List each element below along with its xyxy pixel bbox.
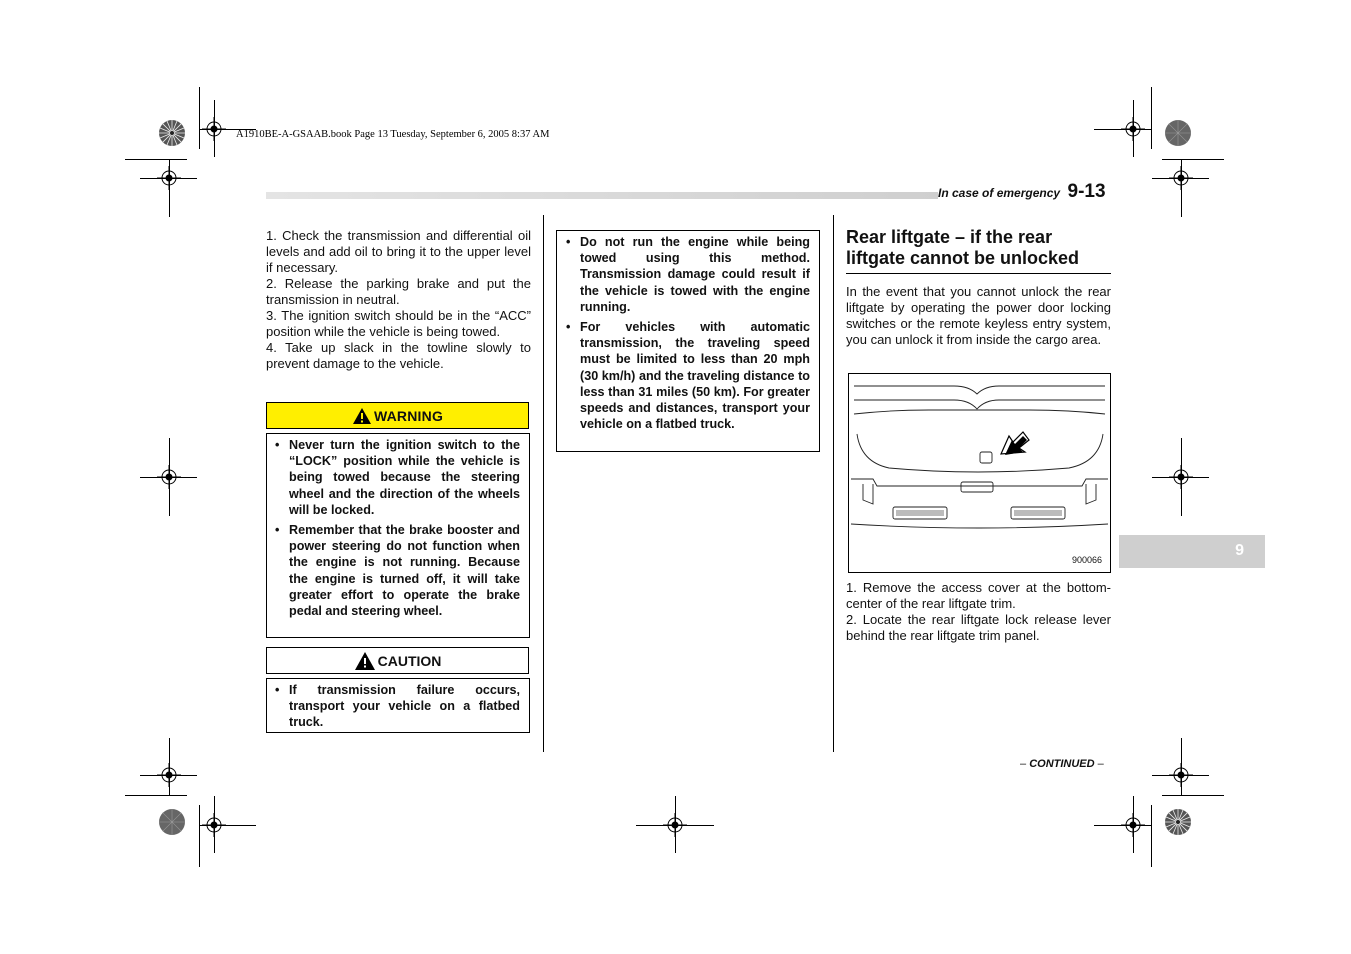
caution-label-text: CAUTION [377, 652, 442, 669]
registration-mark-icon [157, 763, 181, 787]
step: 2. Release the parking brake and put the transmission in neutral. [266, 276, 531, 307]
intro-paragraph: In the event that you cannot unlock the rear liftgate by operating the power door locking switches or the remote keyless entry system, you can unlock it from inside the cargo area. [846, 284, 1111, 347]
registration-mark-icon [202, 117, 226, 141]
registration-mark-icon [1121, 117, 1145, 141]
liftgate-intro [846, 284, 1111, 348]
running-header [938, 181, 1106, 203]
caution-label [266, 647, 529, 674]
towing-notes-box [556, 230, 820, 452]
starburst-mark-icon [158, 119, 186, 147]
starburst-mark-icon [158, 808, 186, 836]
page-number: 9-13 [1067, 181, 1106, 202]
warning-item: • Remember that the brake booster and power steering do not function when the engine is not running. Because the engine is turned off, it will take greater effort to operate the brake pedal and steering wheel. [275, 522, 520, 619]
caution-box [266, 678, 530, 733]
chapter-number: 9 [1235, 542, 1244, 559]
liftgate-figure [848, 373, 1111, 573]
starburst-mark-icon [1164, 119, 1192, 147]
registration-mark-icon [663, 813, 687, 837]
liftgate-steps [846, 580, 1111, 644]
warning-item: • Never turn the ignition switch to the “LOCK” position while the vehicle is being towed because the steering wheel and the direction of the wheels will be locked. [275, 437, 520, 518]
step: 4. Take up slack in the towline slowly to prevent damage to the vehicle. [266, 340, 531, 371]
caution-item: • If transmission failure occurs, transport your vehicle on a flatbed truck. [275, 682, 520, 731]
file-info: A1910BE-A-GSAAB.book Page 13 Tuesday, September 6, 2005 8:37 AM [236, 129, 550, 140]
section-title: Rear liftgate – if the rear liftgate cannot be unlocked [846, 227, 1111, 274]
registration-mark-icon [1169, 166, 1193, 190]
continued-note: – CONTINUED – [1020, 758, 1104, 770]
header-bar [266, 192, 938, 199]
registration-mark-icon [1121, 813, 1145, 837]
step: 3. The ignition switch should be in the “ACC” position while the vehicle is being towed. [266, 308, 531, 339]
step: 1. Check the transmission and differential oil levels and add oil to bring it to the upper level if necessary. [266, 228, 531, 275]
step: 1. Remove the access cover at the bottom-center of the rear liftgate trim. [846, 580, 1111, 611]
warning-box [266, 433, 530, 638]
starburst-mark-icon [1164, 808, 1192, 836]
column-divider [543, 215, 544, 752]
step: 2. Locate the rear liftgate lock release lever behind the rear liftgate trim panel. [846, 612, 1111, 643]
registration-mark-icon [202, 813, 226, 837]
note-item: • Do not run the engine while being towed using this method. Transmission damage could result if the vehicle is towed with the engine running. [566, 234, 810, 315]
figure-code: 900066 [1071, 555, 1102, 565]
warning-triangle-icon [352, 407, 372, 425]
arrow-icon [1001, 432, 1029, 455]
registration-mark-icon [157, 166, 181, 190]
warning-label-text: WARNING [373, 407, 444, 424]
note-item: • For vehicles with automatic transmission, the traveling speed must be limited to less than 20 mph (30 km/h) and the traveling distance to less than 31 miles (50 km). For greater speeds and distances, transport your vehicle on a flatbed truck. [566, 319, 810, 432]
header-section: In case of emergency [938, 186, 1061, 200]
liftgate-illustration [849, 374, 1110, 572]
column-divider [833, 215, 834, 752]
continued-text: CONTINUED [1029, 758, 1095, 770]
warning-label [266, 402, 529, 429]
registration-mark-icon [157, 465, 181, 489]
chapter-tab [1119, 535, 1265, 568]
warning-triangle-icon [354, 651, 376, 671]
towing-steps [266, 228, 531, 372]
registration-mark-icon [1169, 465, 1193, 489]
registration-mark-icon [1169, 763, 1193, 787]
